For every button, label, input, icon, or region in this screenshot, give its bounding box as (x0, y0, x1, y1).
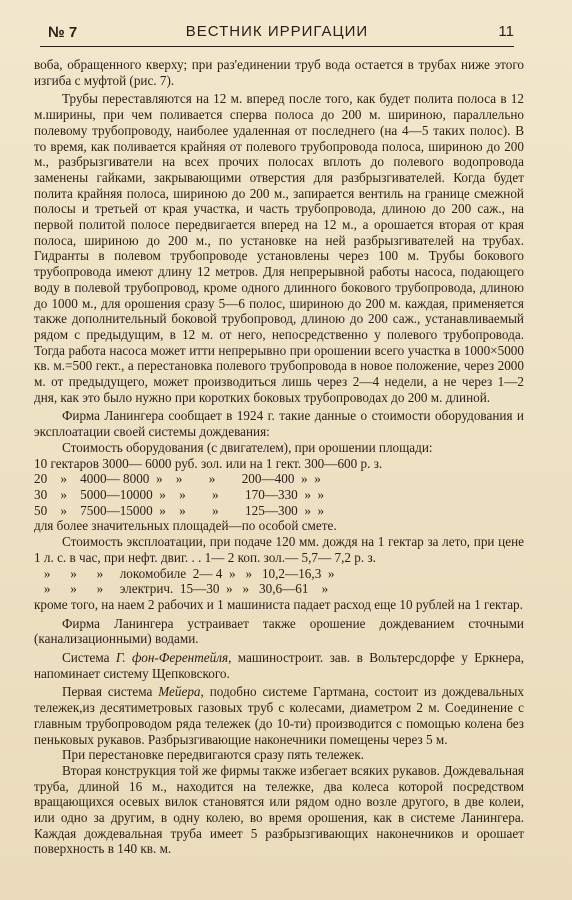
paragraph: воба, обращенного кверху; при раз'единении труб вода остается в трубах ниже этого изгиба с муфтой (рис. 7). (34, 57, 524, 88)
system-name: Г. фон-Ферентейля (115, 650, 229, 666)
journal-title: ВЕСТНИК ИРРИГАЦИИ (185, 23, 369, 40)
table-row: 20 » 4000— 8000 » » » 200—400 » » (34, 471, 321, 487)
paragraph: Фирма Ланингера сообщает в 1924 г. такие данные о стоимости оборудования и эксплоатации своей системы дождевания: (34, 408, 524, 440)
table-row: » » » электрич. 15—30 » » 30,6—61 » (34, 581, 329, 597)
page-number: 11 (498, 23, 514, 40)
table-row: 50 » 7500—15000 » » » 125—300 » » (34, 502, 325, 518)
operation-cost-table (34, 566, 524, 597)
table-row: » » » локомобиле 2— 4 » » 10,2—16,3 » (34, 565, 335, 581)
paragraph-ferentheil: Система Г. фон-Ферентейля, машиностроит. зав. в Вольтерсдорфе у Еркнера, напоминает систему Щепковского. (34, 650, 524, 681)
paragraph: Фирма Ланингера устраивает также орошение дождеванием сточными (канализационными) водами. (34, 615, 524, 647)
paragraph: При перестановке передвигаются сразу пять тележек. (62, 747, 365, 763)
equipment-cost-table (34, 456, 524, 519)
paragraph: для более значительных площадей—по особой смете. (34, 518, 337, 534)
paragraph: Вторая конструкция той же фирмы также избегает всяких рукавов. Дождевальная труба, длиной 16 м., находится на тележке, два колеса которой посредством вращающихся осевых вилок становятся или рядом одно возле другого, в две колеи, или одно за другим, в одну колею, во время орошения, как в системе Ланингера. Каждая дождевальная труба имеет 5 разбрызгивающих наконечников и орошает поверхность в 140 кв. м. (34, 762, 524, 857)
issue-number: № 7 (48, 24, 78, 41)
table-row: 30 » 5000—10000 » » » 170—330 » » (34, 486, 325, 502)
paragraph: Стоимость эксплоатации, при подаче 120 мм. дождя на 1 гектар за лето, при цене 1 л. с. в час, при нефт. двиг. . . 1— 2 коп. зол.— 5,7— 7,2 р. з. (34, 534, 524, 565)
paragraph-meyer: Первая система Мейера, подобно системе Гартмана, состоит из дождевальных тележек,из десятиметровых газовых труб с колесами, диаметром 2 м. Соединение с главным трубопроводом ряда тележек (до 10-ти) производится с помощью колена без пеньковых рукавов. Разбрызгивающие наконечники помещены через 5 м. (34, 684, 524, 747)
table-row: 10 гектаров 3000— 6000 руб. зол. или на 1 гект. 300—600 р. з. (34, 455, 383, 471)
page-header (40, 22, 514, 47)
paragraph: кроме того, на наем 2 рабочих и 1 машиниста падает расход еще 10 рублей на 1 гектар. (34, 596, 523, 612)
paragraph: Трубы переставляются на 12 м. вперед после того, как будет полита полоса в 12 м.ширины, при чем поливается сперва полоса до 200 м. шириною, параллельно полевому трубопроводу, наиболее удаленная от последнего (на 4—5 таких полос). В то время, как поливается крайняя от полевого трубопровода полоса, шириною до 200 м., разбрызгиватели на всех прочих полосах вплоть до полевого водопровода заменены гайками, закрывающими отверстия для разбрызгивателей. Когда будет полита крайняя полоса, шириною до 200 м., запирается вентиль на границе смежной полосы и третьей от края участка, и часть трубопровода, длиною до 200 саж., на первой политой полосе передвигается вперед на 12 м., а орошается вторая от края полоса, шириною до 200 м., по установке на ней разбрызгивателей на трубах. Гидранты в полевом трубопроводе установлены через 100 м. Трубы бокового трубопровода имеют длину 12 метров. Для непрерывной работы насоса, подающего воду в полевой трубопровод, кроме одного длинного бокового трубопровода, длиною до 1000 м., для орошения сразу 5—6 полос, шириною до 200 м. каждая, применяется также дополнительный боковой трубопровод, длиною до 200 саж., устанавливаемый рядом с предыдущим, в 12 м. от него, непосредственно у полевого трубопровода. Тогда работа насоса может итти непрерывно при орошении всего участка в 1000×5000 кв. м.=500 гект., а перестановка полевого трубопровода в новое положение, через 2000 м. от предыдущего, может производиться лишь через 2—4 недели, а не через 1—2 дня, как это было нужно при коротких боковых трубопроводах до 200 м. длиной. (34, 91, 524, 405)
system-name: Мейера (158, 684, 201, 700)
article-body (34, 57, 524, 857)
paragraph: Стоимость оборудования (с двигателем), при орошении площади: (62, 439, 433, 455)
